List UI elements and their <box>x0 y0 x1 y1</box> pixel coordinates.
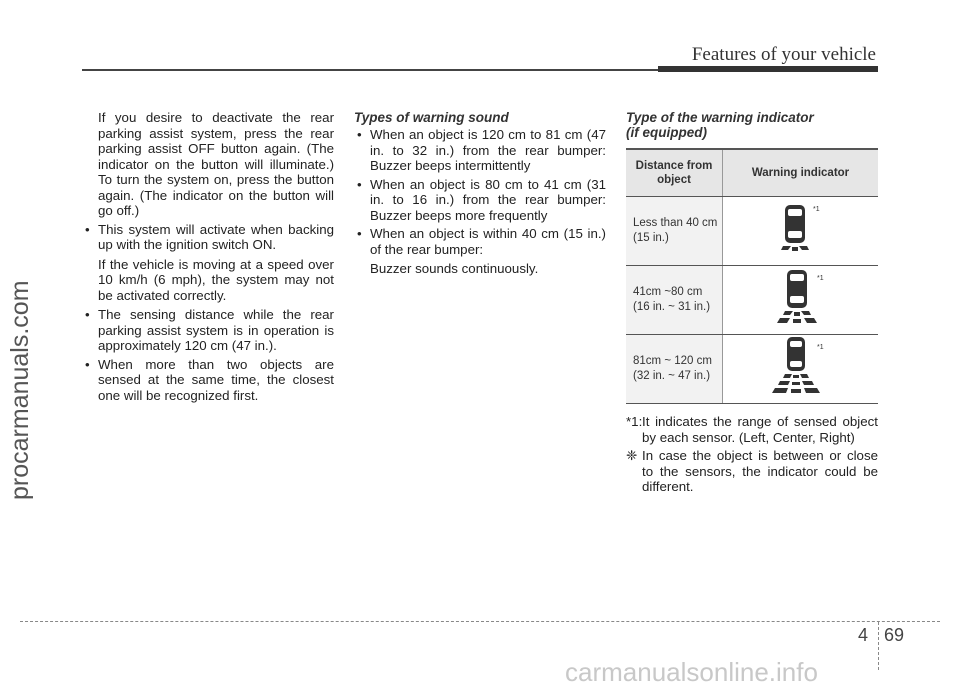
title-line: Type of the warning indicator <box>626 110 814 125</box>
bullet-icon: • <box>357 127 362 142</box>
car-sensor-icon <box>761 337 841 397</box>
caution-note <box>626 448 878 495</box>
column-1 <box>82 110 334 406</box>
list-item-text: When an object is within 40 cm (15 in.) of the rear bumper: <box>370 226 606 257</box>
cell-text: (16 in. ~ 31 in.) <box>633 301 711 313</box>
car-sensor-icon <box>761 199 841 259</box>
indicator-cell <box>723 197 879 266</box>
bullet-icon: • <box>85 307 90 322</box>
list-item <box>354 127 606 174</box>
table-row <box>626 197 878 266</box>
title-line: (if equipped) <box>626 125 707 140</box>
distance-cell <box>626 335 723 404</box>
header-rule-thick <box>658 66 878 72</box>
list-item <box>82 357 334 404</box>
column-3 <box>626 110 878 498</box>
table-header-row <box>626 149 878 197</box>
list-item <box>82 307 334 354</box>
section-title-warning-sound: Types of warning sound <box>354 110 509 125</box>
list-item-subtext: Buzzer sounds continuously. <box>370 261 539 276</box>
page-header-title: Features of your vehicle <box>691 44 876 65</box>
footnote-mark: *1: <box>626 414 643 429</box>
column-header-distance <box>626 149 723 197</box>
table-row <box>626 335 878 404</box>
cell-text: 41cm ~80 cm <box>633 286 703 298</box>
footer-divider <box>878 622 879 670</box>
indicator-cell <box>723 335 879 404</box>
list-item-text: This system will activate when backing up with the ignition switch ON. <box>98 221 334 252</box>
bullet-icon: • <box>85 356 90 372</box>
bullet-icon: • <box>85 221 90 237</box>
chapter-number: 4 <box>858 625 869 645</box>
header-rule <box>82 69 658 71</box>
distance-cell <box>626 266 723 335</box>
list-item <box>82 222 334 253</box>
footnote <box>626 414 878 445</box>
footnote-mark: *1 <box>812 205 820 213</box>
footnote-text: It indicates the range of sensed object by each sensor. (Left, Center, Right) <box>642 414 878 445</box>
table-notes <box>626 414 878 495</box>
list-item <box>354 226 606 257</box>
header-text: object <box>657 174 691 186</box>
cell-text: (15 in.) <box>633 232 669 244</box>
list-item <box>354 177 606 224</box>
cell-text: (32 in. ~ 47 in.) <box>633 370 711 382</box>
footnote-mark: *1 <box>816 274 824 282</box>
column-header-indicator: Warning indicator <box>723 149 879 197</box>
cell-text: Less than 40 cm <box>633 217 718 229</box>
column-2 <box>354 110 606 281</box>
note-icon: ❈ <box>626 448 638 463</box>
note-text: In case the object is between or close to the sensors, the indicator could be different. <box>642 448 878 494</box>
footer-rule <box>20 621 940 622</box>
distance-cell <box>626 197 723 266</box>
paragraph-deactivate: If you desire to deactivate the rear parking assist system, press the rear parking assist OFF button again. (The indicator on the button will illuminate.) To turn the system on, press the button again. (The indicator on the button will go off.) <box>98 110 334 218</box>
footnote-mark: *1 <box>816 343 824 351</box>
watermark-left: procarmanuals.com <box>6 280 34 500</box>
indicator-cell <box>723 266 879 335</box>
list-item-subtext: If the vehicle is moving at a speed over 10 km/h (6 mph), the system may not be activated correctly. <box>98 256 334 303</box>
watermark-bottom: carmanualsonline.info <box>565 657 818 687</box>
list-item-text: When more than two objects are sensed at the same time, the closest one will be recognized first. <box>98 356 334 403</box>
page-number: 69 <box>884 625 905 645</box>
warning-indicator-table <box>626 148 878 404</box>
list-item-text: The sensing distance while the rear parking assist system is in operation is approximately 120 cm (47 in.). <box>98 307 334 353</box>
header-text: Distance from <box>635 160 713 172</box>
table-row <box>626 266 878 335</box>
section-title-warning-indicator <box>626 110 878 140</box>
list-item-text: When an object is 120 cm to 81 cm (47 in. to 32 in.) from the rear bumper: Buzzer beeps intermittently <box>370 127 606 173</box>
car-sensor-icon <box>761 268 841 328</box>
bullet-icon: • <box>357 176 362 192</box>
list-item-text: When an object is 80 cm to 41 cm (31 in. to 16 in.) from the rear bumper: Buzzer beeps more frequently <box>370 176 606 223</box>
bullet-icon: • <box>357 226 362 241</box>
cell-text: 81cm ~ 120 cm <box>633 355 712 367</box>
